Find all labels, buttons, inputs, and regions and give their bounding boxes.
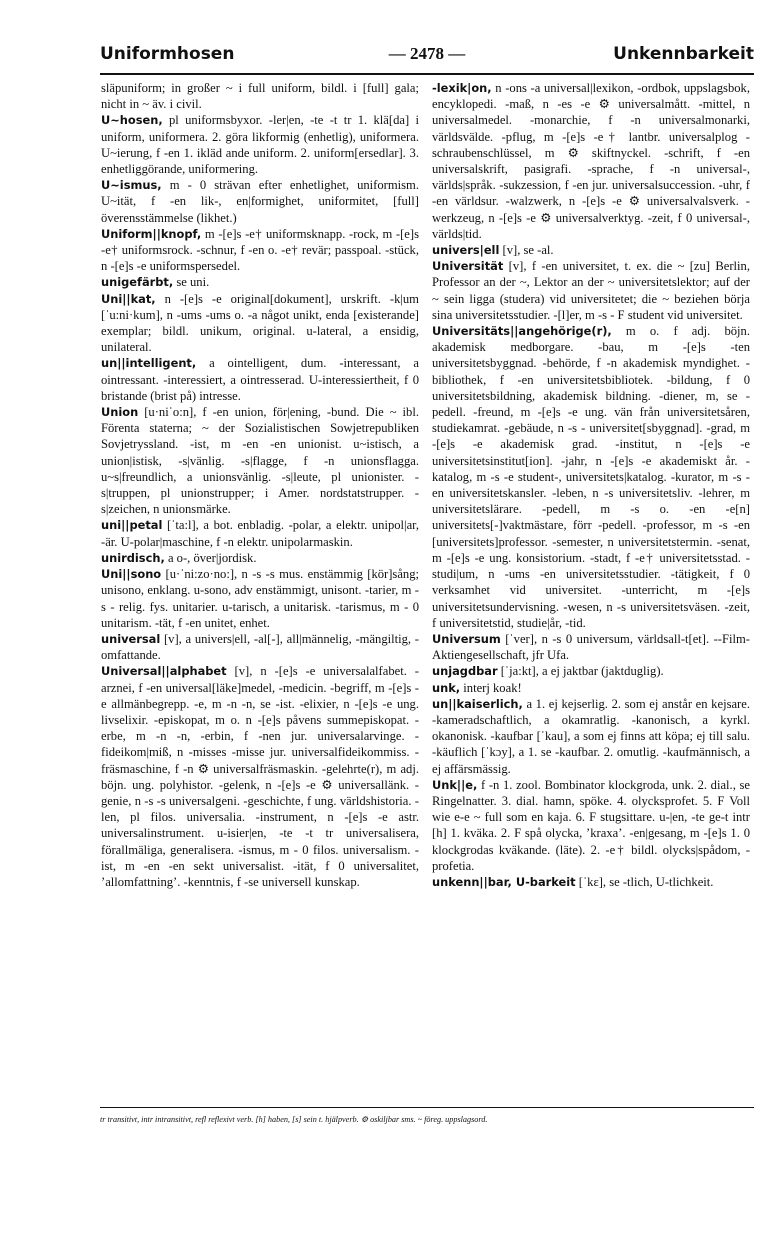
entry-headword: Union [101,405,139,420]
dictionary-entry [101,517,419,549]
dictionary-entry [101,550,419,566]
dictionary-entry [101,291,419,356]
entry-definition: pl uniformsbyxor. -ler|en, -te -t tr 1. klä[da] i uniform, uniformera. 2. göra likformig (enhetlig), uniformera. U~ierung, f -en 1. ikläd ande uniform. 2. uniform[ersedlar]. 3. enhetliggörande, uniformering. [101,113,419,177]
dictionary-entry [432,258,750,323]
entry-headword: Uniform||knopf, [101,226,202,241]
dictionary-entry [432,874,750,890]
entry-definition: [v], se -al. [502,243,554,258]
entry-headword: universal [101,631,161,646]
dictionary-entry [101,226,419,275]
dictionary-entry [432,242,750,258]
entry-definition: [ˈver], n -s 0 universum, världsall-t[et]. --Film-Aktiengesellschaft, jfr Ufa. [432,631,750,663]
header-rule [100,73,754,75]
dictionary-entry [432,80,750,242]
entry-definition: m -[e]s -e† uniformsknapp. -rock, m -[e]s -e† uniformsrock. -schnur, f -en o. -e† revär; passpoal. -stück, n -[e]s -e uniformspersedel. [101,226,419,274]
dictionary-entry [432,663,750,679]
header-first-entry: Uniformhosen [100,44,235,64]
entry-headword: unirdisch, [101,550,165,565]
entry-definition: m - 0 strävan efter enhetlighet, uniformism. U~ität, f -en lik-, en|formighet, uniformitet, [full] överensstämmelse (likhet.) [101,178,419,225]
left-column [101,80,419,1095]
entry-headword: U~hosen, [101,113,163,128]
entry-definition: n -[e]s -e original[dokument], urskrift. -k|um [ˈu:ni·kum], n -ums -ums o. -a något unikt, enda [existerande] exemplar; bildl. unikum, original. u-lateral, a ensidig, unilateral. [101,291,419,355]
entry-headword: univers|ell [432,243,500,258]
entry-definition: släpuniform; in großer ~ i full uniform, bildl. i [full] gala; nicht in ~ äv. i civil. [101,81,419,112]
entry-definition: [u·niˈo:n], f -en union, för|ening, -bund. Die ~ ibl. Förenta staterna; ~ der Sozialistischen Sowjetrepubliken Sovjetryssland. -ist, m -en -en unionist. u~istisch, a union|istisk, -s|vänlig. -s|flagge, f -n unionsflagga. u~s|freundlich, a unionsvänlig. -s|leute, pl unionister. -s|truppen, pl unionstrupper; i Amer. nordstatstrupper. -s|zeichen, n unionsmärke. [101,405,419,517]
entry-headword: Universal||alphabet [101,664,227,679]
entry-headword: -lexik|on, [432,81,492,95]
abbreviation-legend: tr transitivt, intr intransitivt, refl reflexivt verb. [h] haben, [s] sein t. hjälpverb. ⚙ oskiljbar sms. ~ föreg. uppslagsord. [100,1115,488,1124]
entry-headword: uni||petal [101,518,163,533]
entry-headword: unk, [432,680,461,695]
entry-definition: [ˈkɛ], se -tlich, U-tlichkeit. [578,874,714,889]
entry-headword: unjagdbar [432,664,498,679]
entry-definition: [ˈta:l], a bot. enbladig. -polar, a elektr. unipol|ar, -är. U-polar|maschine, f -n elektr. unipolarmaskin. [101,518,419,549]
dictionary-entry [432,631,750,663]
entry-headword: Universitäts||angehörige(r), [432,324,612,339]
dictionary-entry [101,274,419,290]
entry-headword: Universum [432,631,501,646]
header-last-entry: Unkennbarkeit [613,44,754,64]
right-column [432,80,750,1095]
entry-definition: [ˈja:kt], a ej jaktbar (jaktduglig). [500,664,664,679]
entry-headword: un||intelligent, [101,356,197,371]
entry-definition: [u·ˈni:zo·no:], n -s -s mus. enstämmig [kör]sång; unisono, enklang. u-sono, adv enstämmigt, unisont. -tarier, m -s - relig. fys. unitarier. u-tarisch, a unitarisk. -tarismus, m - 0 unitarism. -tät, f -en unitet, enhet. [101,567,419,630]
dictionary-entry [432,777,750,874]
dictionary-entry [432,696,750,777]
entry-definition: [v], a univers|ell, -al[-], all|männelig, -mängiltig, -omfattande. [101,631,419,663]
entry-headword: unigefärbt, [101,275,174,290]
entry-headword: U~ismus, [101,178,162,193]
entry-headword: unkenn||bar, U-barkeit [432,874,576,889]
dictionary-entry [432,323,750,631]
dictionary-entry [101,663,419,890]
entry-definition: se uni. [176,275,210,290]
entry-definition: n -ons -a universal|lexikon, -ordbok, uppslagsbok, encyklopedi. -maß, n -es -e ⚙ universalmått. -mittel, n universalmedel. -monarchie, f -n universalmonarki, världsvälde. -pflug, m -[e]s -e† lantbr. universalplog -schraubenschlüssel, m ⚙ skiftnyckel. -schrift, f -en universalskrift, pasigrafi. -sprache, f -n universal-, världs|språk. -sukzession, f -en jur. universalsuccession. -uhr, f -en världsur. -walzwerk, n -[e]s -e ⚙ universalvalsverk. -werkzeug, n -[e]s -e ⚙ universalverktyg. -zeit, f 0 universal-, världs|tid. [432,81,750,241]
entry-headword: Uni||kat, [101,291,156,306]
dictionary-entry [101,631,419,663]
entry-headword: Universität [432,259,504,274]
entry-definition: a o-, över|jordisk. [167,550,257,565]
entry-headword: un||kaiserlich, [432,696,523,711]
page-number: — 2478 — [388,44,466,63]
dictionary-entry [101,80,419,112]
dictionary-entry [101,355,419,404]
dictionary-entry [101,112,419,177]
entry-definition: [v], f -en universitet, t. ex. die ~ [zu] Berlin, Professor an der ~, Lektor an der ~ universitetslektor; auf der ~ sein ligga (studera) vid universitetet; die ~ beziehen börja sina universitetsstudier. -[l]er, m -s - F student vid universitet. [432,259,750,322]
page-header [100,44,754,70]
entry-definition: a ointelligent, dum. -interessant, a ointressant. -interessiert, a ointresserad. U-interessiertheit, f 0 bristande (brist på) intresse. [101,356,419,403]
entry-definition: [v], n -[e]s -e universalalfabet. -arznei, f -en universal[läke]medel, -medicin. -begriff, m -[e]s -e allmänbegrepp. -e, m -n -n, se -ist. -elixier, n -[e]s -e ung. livselixir. -episkopat, m o. n -[e]s påvens summepiskopat. -erbe, m -n -n, -erbin, f -nen jur. universalarvinge. -fideikom|miß, n -misses -misse jur. universalfideikommiss. -fräsmaschine, f -n ⚙ universalfräsmaskin. -gelehrte(r), m adj. böjn. ung. polyhistor. -gelenk, n -[e]s -e ⚙ universallänk. -genie, n -s -s universalgeni. -geschichte, f ung. världshistoria. -len, pl filos. universalia. -instrument, n -[e]s -e astr. universalinstrument. u-isier|en, -te -t tr universalisera, förallmäliga, generalisera. -ismus, m - 0 filos. universalism. -ist, m -en -en sekt universalist. -ität, f 0 universalitet, ’allomfattning’. -kenntnis, f -se universell kunskap. [101,664,419,889]
entry-definition: f -n 1. zool. Bombinator klockgroda, unk. 2. dial., se Ringelnatter. 3. dial. hamn, spöke. 4. olycksprofet. 5. F Voll wie e-e ~ full som en kaja. 6. F stugsittare. u-|en, -te ge-t intr [h] 1. kväka. 2. F spå olycka, ’kraxa’. -en|gesang, m -[e]s 1. 0 klockgrodas kväkande. (läte). 2. -e† bildl. olycks|spådom, -profetia. [432,777,750,873]
entry-definition: a 1. ej kejserlig. 2. som ej anstår en kejsare. -kameradschaftlich, a okamratlig. -kanonisch, a kyrkl. okanonisk. -kaufbar [ˈkau], a som ej finns att köpa; ej till salu. -käuflich [ˈkɔy], a 1. se -kaufbar. 2. omutlig. -kaufmännisch, a ej affärsmässig. [432,696,750,776]
entry-definition: m o. f adj. böjn. akademisk medborgare. -bau, m -[e]s -ten universitetsbyggnad. -behörde, f -n akademisk myndighet. -bibliothek, f -en universitetsbibliotek. -bildung, f 0 universitetsbildning, akademisk bildning. -diener, m, se -pedell. -freund, m -[e]s -e ung. vän från universitetsåren, studiekamrat. -gebäude, n -s - universitet[sbyggnad]. -grad, m -[e]s -e akademisk grad. -institut, n -[e]s -e universitetsinstitut[ion]. -jahr, n -[e]s -e akademiskt år. -katalog, m -s -e student-, universitets|katalog. -kurator, m -s -en universitetskansler. -leben, n -s universitetsliv. -lehrer, m universitetslärare. -pedell, m -s o. -en -e[n] universitets[-]vaktmästare, förr -pedell. -professor, m -s -en [universitets]professor. -semester, n universitetstermin. -senat, m -[e]s -e ung. konsistorium. -stadt, f -e† universitetsstad. -studi|um, n -ums -en universitetsstudier. -tätigkeit, f 0 verksamhet vid universitet. -unterricht, m -[e]s universitetsundervisning. -wesen, n -s universitetsväsen. -zeit, f universitetstid, studie|år, -tid. [432,324,750,630]
entry-definition: interj koak! [463,680,522,695]
dictionary-entry [101,177,419,226]
entry-headword: Uni||sono [101,567,162,582]
footer-rule [100,1107,754,1108]
dictionary-entry [432,680,750,696]
entry-headword: Unk||e, [432,777,478,792]
dictionary-entry [101,404,419,517]
dictionary-entry [101,566,419,631]
